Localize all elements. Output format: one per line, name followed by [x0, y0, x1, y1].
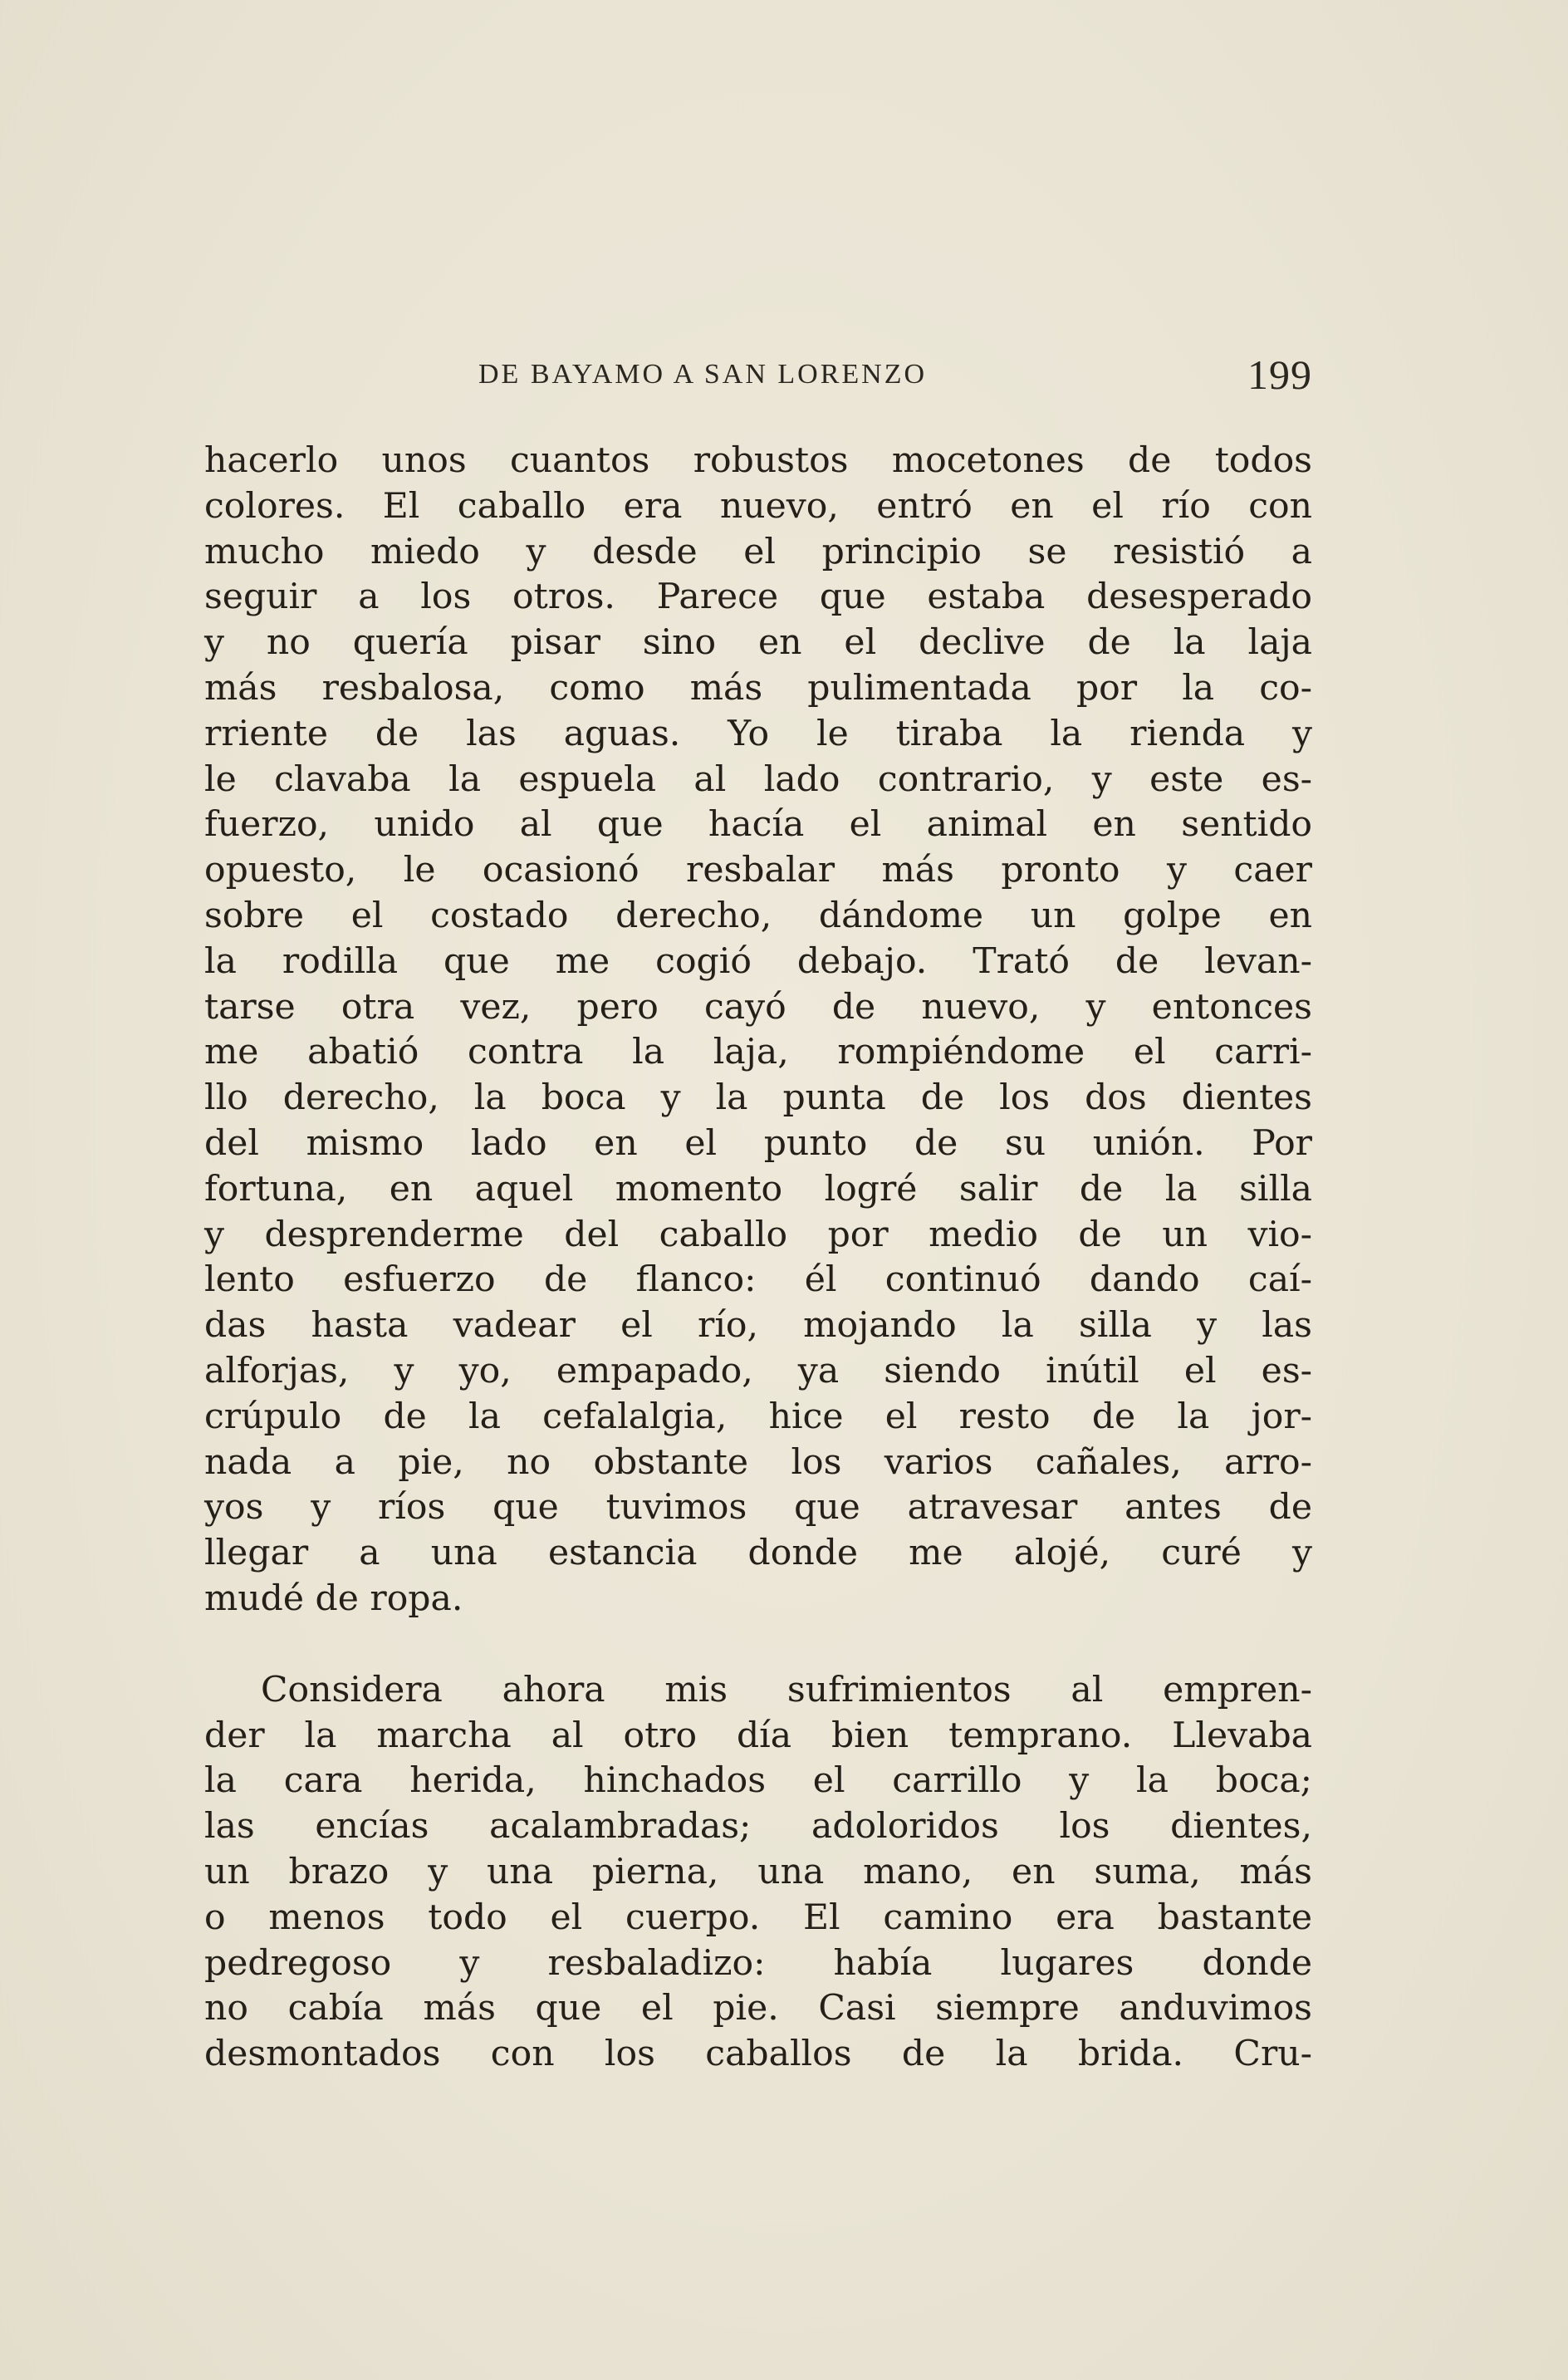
text-line: un brazo y una pierna, una mano, en suma, más	[204, 1851, 1312, 1892]
text-line: las encías acalambradas; adoloridos los dientes,	[204, 1806, 1312, 1848]
text-line: das hasta vadear el río, mojando la silla y las	[204, 1305, 1312, 1347]
text-line: más resbalosa, como más pulimentada por la co-	[204, 667, 1312, 709]
text-line: alforjas, y yo, empapado, ya siendo inútil el es-	[204, 1350, 1312, 1391]
text-line: no cabía más que el pie. Casi siempre anduvimos	[204, 1988, 1312, 2029]
text-line: fortuna, en aquel momento logré salir de la silla	[204, 1168, 1312, 1210]
text-line: le clavaba la espuela al lado contrario, y este es-	[204, 758, 1312, 800]
page-number: 199	[1247, 351, 1312, 398]
text-line: tarse otra vez, pero cayó de nuevo, y entonces	[204, 986, 1312, 1028]
text-line: o menos todo el cuerpo. El camino era bastante	[204, 1897, 1312, 1938]
text-line: y no quería pisar sino en el declive de la laja	[204, 622, 1312, 664]
text-line: lento esfuerzo de flanco: él continuó dando caí-	[204, 1259, 1312, 1301]
text-line: fuerzo, unido al que hacía el animal en sentido	[204, 804, 1312, 846]
text-line: mucho miedo y desde el principio se resistió a	[204, 531, 1312, 572]
text-line: pedregoso y resbaladizo: había lugares donde	[204, 1942, 1312, 1984]
paragraph-spacer	[204, 1622, 1312, 1668]
text-line: desmontados con los caballos de la brida. Cru-	[204, 2034, 1312, 2075]
running-head: DE BAYAMO A SAN LORENZO	[478, 359, 928, 390]
text-line: seguir a los otros. Parece que estaba desesperado	[204, 577, 1312, 618]
text-line: colores. El caballo era nuevo, entró en el río con	[204, 485, 1312, 527]
text-line: hacerlo unos cuantos robustos mocetones de todos	[204, 440, 1312, 481]
text-line: la cara herida, hinchados el carrillo y la boca;	[204, 1760, 1312, 1802]
text-line: sobre el costado derecho, dándome un golpe en	[204, 895, 1312, 936]
text-line: mudé de ropa.	[204, 1578, 463, 1619]
text-line: llo derecho, la boca y la punta de los dos dientes	[204, 1077, 1312, 1119]
text-line: yos y ríos que tuvimos que atravesar antes de	[204, 1487, 1312, 1529]
text-line: opuesto, le ocasionó resbalar más pronto y caer	[204, 850, 1312, 891]
text-line: llegar a una estancia donde me alojé, curé y	[204, 1533, 1312, 1574]
paragraph-2	[204, 1668, 1312, 2078]
text-line: del mismo lado en el punto de su unión. Por	[204, 1122, 1312, 1164]
text-line: rriente de las aguas. Yo le tiraba la rienda y	[204, 713, 1312, 754]
text-line: me abatió contra la laja, rompiéndome el carri-	[204, 1032, 1312, 1073]
text-line: der la marcha al otro día bien temprano. Llevaba	[204, 1715, 1312, 1756]
text-line: Considera ahora mis sufrimientos al empren-	[261, 1669, 1312, 1710]
text-line: y desprenderme del caballo por medio de un vio-	[204, 1214, 1312, 1255]
text-line: crúpulo de la cefalalgia, hice el resto de la jor-	[204, 1396, 1312, 1437]
paragraph-1	[204, 439, 1312, 1622]
text-line: la rodilla que me cogió debajo. Trató de levan-	[204, 940, 1312, 982]
text-line: nada a pie, no obstante los varios cañales, arro-	[204, 1441, 1312, 1483]
body-text	[204, 439, 1312, 2078]
page-header	[204, 347, 1312, 405]
